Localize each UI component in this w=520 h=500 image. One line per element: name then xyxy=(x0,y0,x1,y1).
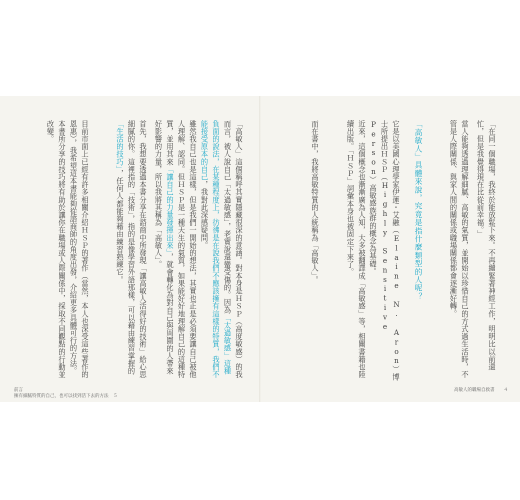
right-paragraph-5: 而在書中，我將高敏特質的人統稱為「高敏人」。 xyxy=(311,120,320,284)
left-p3-text-b: ，任何人都能夠藉由練習熟練它。 xyxy=(116,169,125,284)
left-p2-text-a: 雖然我自己也是這樣，但是我們一開始的想法，其實也正是必須要讓自己被他人理解、認同。但ＨＳＰ是一種天生的氣質，如果能好好地理解自己的這種特質，並用其來 xyxy=(166,120,198,379)
left-paragraph-3 xyxy=(115,120,150,382)
left-p3-highlight: 「生活的技巧」 xyxy=(116,120,125,170)
left-paragraph-1 xyxy=(199,120,245,382)
left-p1-text-b: ，我對此深感疑問。 xyxy=(200,180,210,250)
left-p2-text-b: ，就會轉化為對自己與周圍的人帶來好影響的力量，所以我將其稱為「高敏人」。 xyxy=(154,120,175,375)
section-heading: 「高敏人」具體來說，究竟是指什麼類型的人呢？ xyxy=(414,120,423,301)
spine-gutter xyxy=(259,96,261,402)
right-paragraph-4: 近來，這個概念也漸漸廣為人知，大多被翻譯成「高敏感」等，相關書籍也陸續出版。「ＨＳＰ」詞彙本身也被固定下來了。 xyxy=(346,120,367,379)
right-page xyxy=(261,96,520,402)
left-folio: 前言 擁有細膩特質的自己，也可以找到活下去的方法 ５ xyxy=(14,388,118,399)
left-p3-text-a: 首先，我想要透過本書分享在諮商中所發現「讓高敏人活得好的技術」給心思細膩的你。這裡指的「技術」，指的是像學習外語那樣，可以藉由練習掌握的 xyxy=(127,120,148,379)
left-paragraph-4: 目前市面上已經有許多相關介紹ＨＳＰ的著作（當然，本人也深受這些著作的恩惠），我希望這本書能夠從諮商師的角度出發，介紹更多具體可行的方法。本書所分享的技巧將有助於讓你在職場或人際關係中，採取不同觀點的行動並改變。 xyxy=(46,120,90,379)
left-p1-highlight: 「太過敏感」這種負面的說法，在某種程度上，彷彿是在說我們不應該擁有這樣的特質，我們不能接受原本的自己 xyxy=(200,120,233,379)
left-p2-highlight: 「讓自己的力量發揮出來」 xyxy=(166,165,175,254)
right-paragraph-1: 「在同一個職場，我終於能放鬆下來。不再繃緊著神經工作，明明比以前還忙，但是我覺得現在比從前幸福。」 xyxy=(476,120,497,371)
right-paragraph-2: 當人能夠透過理解細膩、高敏的氣質，並開始以珍惜自己的方式過生活時，不管是人際關係、與家人間的關係或職場關係都會逐漸好轉。 xyxy=(449,120,470,379)
left-page xyxy=(0,96,259,402)
right-paragraph-3: 它是以美國心理學家伊蓮・艾融（Elaine N. Aron）博士所提出ＨＳＰ（Highly Sensitive Person）高敏感族群的概念為基礎。 xyxy=(369,120,401,381)
left-p1-text-a: 「高敏人」這個稱呼其實隱藏很深的意涵。對本身是ＨＳＰ（高度敏感）的我而言，被人說自己「太過敏感」，老實說還蠻受傷的。因為 xyxy=(223,120,244,379)
left-paragraph-2 xyxy=(153,120,199,382)
right-folio: 高敏人的職場自救書 ４ xyxy=(454,388,508,393)
